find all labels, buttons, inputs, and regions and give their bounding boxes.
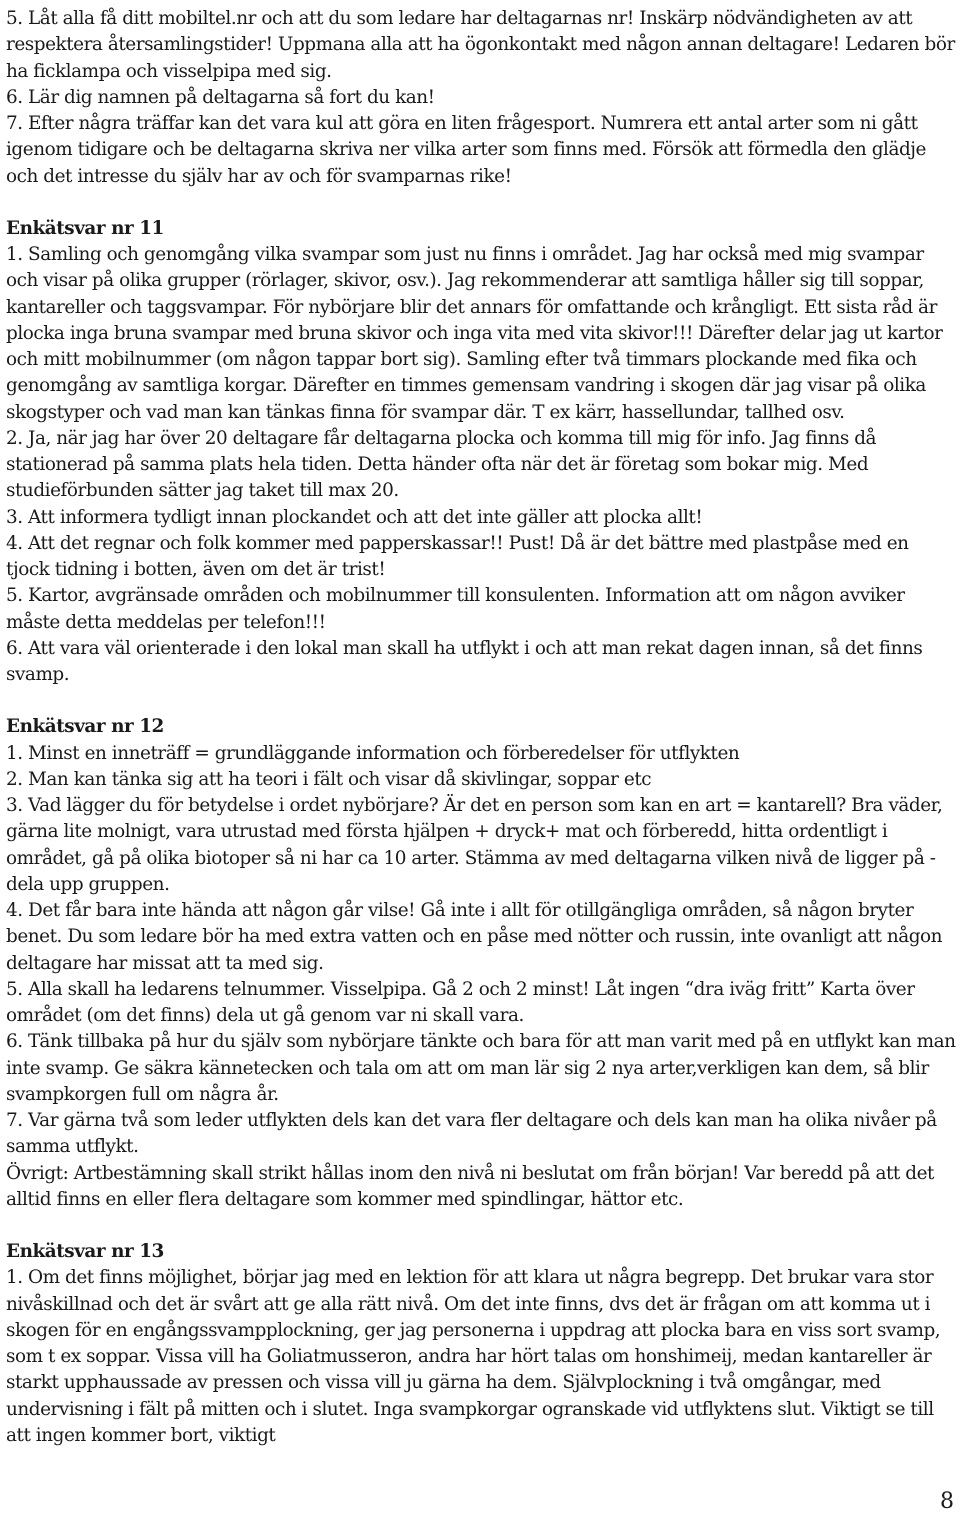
answer-12-ovrigt: Övrigt: Artbestämning skall strikt hållas inom den nivå ni beslutat om från början! Var beredd på att det alltid finns en eller flera deltagare som kommer med spindlingar, hättor etc.: [6, 1162, 934, 1210]
answer-12-7: 7. Var gärna två som leder utflykten dels kan det vara fler deltagare och dels kan man ha olika nivåer på samma utflykt.: [6, 1110, 937, 1158]
paragraph-a5: 5. Låt alla få ditt mobiltel.nr och att du som ledare har deltagarnas nr! Inskärp nödvändigheten av att respektera återsamlingstider! Uppmana alla att ha ögonkontakt med någon annan deltagare! Ledaren bör ha ficklampa och visselpipa med sig.: [6, 8, 955, 82]
answer-12-2: 2. Man kan tänka sig att ha teori i fält och visar då skivlingar, soppar etc: [6, 768, 652, 790]
paragraph-a7: 7. Efter några träffar kan det vara kul att göra en liten frågesport. Numrera ett antal arter som ni gått igenom tidigare och be deltagarna skriva ner vilka arter som finns med. Försök att förmedla den glädje och det intresse du själv har av och för svamparnas rike!: [6, 113, 926, 187]
answer-11-2: 2. Ja, när jag har över 20 deltagare får deltagarna plocka och komma till mig för info. Jag finns då stationerad på samma plats hela tiden. Detta händer ofta när det är företag som bokar mig. Med studieförbunden sätter jag taket till max 20.: [6, 427, 877, 502]
page-number: 8: [940, 1489, 954, 1514]
heading-enkatsvar-11: Enkätsvar nr 11: [6, 217, 164, 239]
document-body: [6, 6, 956, 1449]
answer-12-6: 6. Tänk tillbaka på hur du själv som nybörjare tänkte och bara för att man varit med på en utflykt kan man inte svamp. Ge säkra kännetecken och tala om att om man lär sig 2 nya arter,verkligen kan dem, så blir svampkorgen full om några år.: [6, 1031, 956, 1105]
answer-11-5: 5. Kartor, avgränsade områden och mobilnummer till konsulenten. Information att om någon avviker måste detta meddelas per telefon!!!: [6, 585, 905, 633]
answer-11-4: 4. Att det regnar och folk kommer med papperskassar!! Pust! Då är det bättre med plastpåse med en tjock tidning i botten, även om det är trist!: [6, 532, 909, 580]
answer-12-4: 4. Det får bara inte hända att någon går vilse! Gå inte i allt för otillgängliga områden, så någon bryter benet. Du som ledare bör ha med extra vatten och en påse med nötter och russin, inte ovanligt att någon deltagare har missat att ta med sig.: [6, 900, 943, 974]
paragraph-a6: 6. Lär dig namnen på deltagarna så fort du kan!: [6, 86, 435, 108]
answer-11-3: 3. Att informera tydligt innan plockandet och att det inte gäller att plocka allt!: [6, 506, 703, 528]
answer-12-1: 1. Minst en inneträff = grundläggande information och förberedelser för utflykten: [6, 742, 740, 764]
answer-11-6: 6. Att vara väl orienterade i den lokal man skall ha utflykt i och att man rekat dagen innan, så det finns svamp.: [6, 637, 923, 685]
answer-13-1: 1. Om det finns möjlighet, börjar jag med en lektion för att klara ut några begrepp. Det brukar vara stor nivåskillnad och det är svårt att ge alla rätt nivå. Om det inte finns, dvs det är frågan om att komma ut i skogen för en engångssvampplockning, ger jag personerna i uppdrag att plocka bara en viss sort svamp, som t ex soppar. Vissa vill ha Goliatmusseron, andra har hört talas om honshimeij, medan kantareller är starkt upphaussade av pressen och vissa vill ju gärna ha dem. Självplockning i två omgångar, med undervisning i fält på mitten och i slutet. Inga svampkorgar ogranskade vid utflyktens slut. Viktigt se till att ingen kommer bort, viktigt: [6, 1267, 941, 1446]
answer-11-1: 1. Samling och genomgång vilka svampar som just nu finns i området. Jag har också med mig svampar och visar på olika grupper (rörlager, skivor, osv.). Jag rekommenderar att samtliga håller sig till soppar, kantareller och taggsvampar. För nybörjare blir det annars för omfattande och krångligt. Ett sista råd är plocka inga bruna svampar med bruna skivor och inga vita med vita skivor!!! Därefter delar jag ut kartor och mitt mobilnummer (om någon tappar bort sig). Samling efter två timmars plockande med fika och genomgång av samtliga korgar. Därefter en timmes gemensam vandring i skogen där jag visar på olika skogstyper och vad man kan tänkas finna för svampar där. T ex kärr, hassellundar, tallhed osv.: [6, 244, 943, 423]
answer-12-3: 3. Vad lägger du för betydelse i ordet nybörjare? Är det en person som kan en art = kantarell? Bra väder, gärna lite molnigt, vara utrustad med första hjälpen + dryck+ mat och förberedd, hitta ordentligt i området, gå på olika biotoper så ni har ca 10 arter. Stämma av med deltagarna vilken nivå de ligger på - dela upp gruppen.: [6, 795, 943, 895]
answer-12-5: 5. Alla skall ha ledarens telnummer. Visselpipa. Gå 2 och 2 minst! Låt ingen “dra iväg fritt” Karta över området (om det finns) dela ut gå genom var ni skall vara.: [6, 978, 915, 1026]
heading-enkatsvar-12: Enkätsvar nr 12: [6, 716, 164, 738]
heading-enkatsvar-13: Enkätsvar nr 13: [6, 1241, 164, 1262]
